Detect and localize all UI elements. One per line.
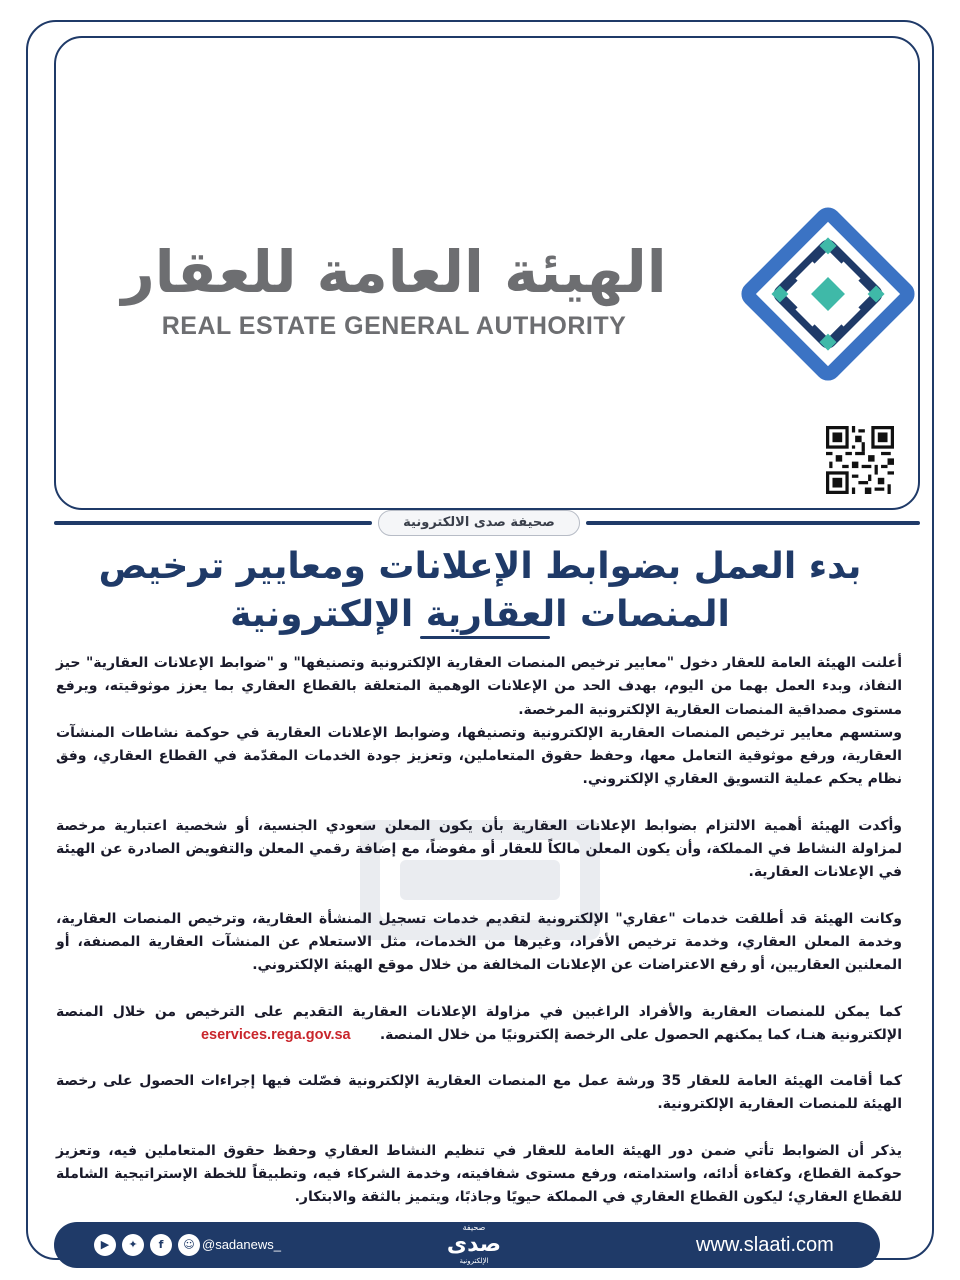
twitter-icon[interactable]: ✦ xyxy=(122,1234,144,1256)
footer-website-link[interactable]: www.slaati.com xyxy=(696,1234,834,1256)
eservices-link[interactable]: eservices.rega.gov.sa xyxy=(200,1026,351,1043)
article-paragraph xyxy=(56,1001,902,1048)
youtube-icon[interactable]: ▶ xyxy=(94,1234,116,1256)
snapchat-icon[interactable]: ☺ xyxy=(178,1234,200,1256)
authority-emblem xyxy=(738,198,918,390)
headline xyxy=(70,543,890,641)
article-paragraph: كما أقامت الهيئة العامة للعقار 35 ورشة عمل مع المنصات العقارية الإلكترونية فصّلت فيها إجراءات الحصول على رخصة الهيئة للمنصات العقارية الإلكترونية. xyxy=(56,1073,902,1113)
sada-logo xyxy=(434,1223,514,1267)
article-paragraph: وأكدت الهيئة أهمية الالتزام بضوابط الإعلانات العقارية بأن يكون المعلن سعودي الجنسية، أو شخصية اعتبارية مرخصة لمزاولة النشاط في المملكة، وأن يكون المعلن مالكاً للعقار أو مفوضاً، مع إضافة رقمي المعلن والتفويض الصادرة عن الهيئة في الإعلانات العقارية. xyxy=(56,817,902,881)
headline-line-2: المنصات العقارية الإلكترونية xyxy=(230,594,730,635)
authority-name-english: REAL ESTATE GENERAL AUTHORITY xyxy=(161,312,627,340)
social-handle[interactable]: @sadanews_ xyxy=(202,1237,281,1252)
sada-logo-top: صحيفة xyxy=(462,1223,486,1232)
qr-code[interactable] xyxy=(826,426,894,494)
article-body xyxy=(56,652,902,1206)
headline-line-1: بدء العمل بضوابط الإعلانات ومعايير ترخيص xyxy=(98,546,862,587)
article-paragraph: يذكر أن الضوابط تأتي ضمن دور الهيئة العامة للعقار في تنظيم النشاط العقاري وحفظ حقوق المتعاملين فيه، وتعزيز حوكمة القطاع، وكفاءة أدائه، واستدامته، ورفع مستوى شفافيته، وخدمة الشركاء فيه، وتطبيقاً للخطة الإستراتيجية الشاملة للقطاع العقاري؛ ليكون القطاع العقاري في المملكة حيويًا وجاذبًا، ويتميز بالثقة والابتكار. xyxy=(56,1142,902,1206)
header-rule-left xyxy=(54,521,372,525)
article-paragraph: وكانت الهيئة قد أطلقت خدمات "عقاري" الإلكترونية لتقديم خدمات تسجيل المنشأة العقارية، وترخيص المنصات العقارية، وخدمة المعلن العقاري، وخدمة ترخيص الأفراد، وغيرها من الخدمات، مثل الاستعلام عن المنشآت العقارية المصنفة، أو المعلنين العقاريين، أو رفع الاعتراضات عن الإعلانات المخالفة من خلال موقع الهيئة الإلكتروني. xyxy=(56,910,902,974)
source-label: صحيفة صدى الالكترونية xyxy=(378,510,580,536)
article-paragraph: أعلنت الهيئة العامة للعقار دخول "معايير ترخيص المنصات العقارية الإلكترونية وتصنيفها" و "ضوابط الإعلانات العقارية" حيز النفاذ، وبدء العمل بهما من اليوم، بهدف الحد من الإعلانات الوهمية المتعلقة بالقطاع العقاري بما يعزز موثوقيته، ويرفع مستوى مصداقية المنصات العقارية الإلكترونية المرخصة. xyxy=(56,655,902,718)
article-paragraph-text: كما يمكن للمنصات العقارية والأفراد الراغبين في مزاولة الإعلانات العقارية التقديم على الترخيص من خلال المنصة الإلكترونية هنـا، كما يمكنهم الحصول على الرخصة إلكترونيًا من خلال المنصة. xyxy=(56,1003,902,1043)
sada-logo-main: صدى xyxy=(446,1232,502,1257)
authority-name-arabic: الهيئة العامة للعقار xyxy=(121,238,667,306)
sada-logo-sub: الإلكترونية xyxy=(459,1257,489,1265)
header-rule-right xyxy=(586,521,920,525)
headline-underline xyxy=(420,636,550,639)
facebook-icon[interactable]: f xyxy=(150,1234,172,1256)
article-paragraph: وستسهم معايير ترخيص المنصات العقارية الإلكترونية وتصنيفها، وضوابط الإعلانات العقارية في حوكمة نشاطات المنشآت العقارية، ورفع موثوقية التعامل معها، وحفظ حقوق المتعاملين، وتعزيز جودة الخدمات المقدّمة في القطاع العقاري، وفق نظام يحكم عملية التسويق العقاري الإلكتروني. xyxy=(56,724,902,788)
